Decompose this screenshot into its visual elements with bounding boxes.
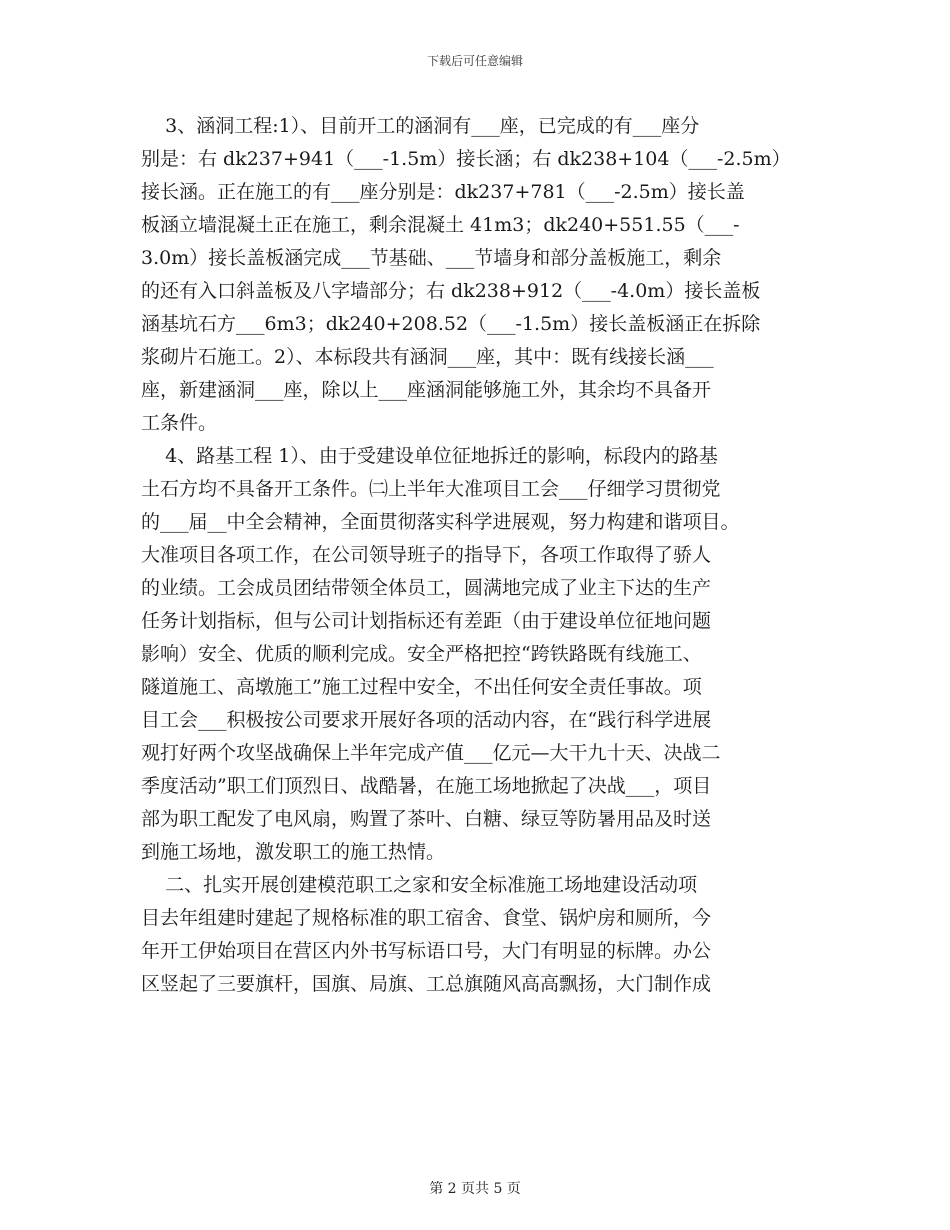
text-line: 隧道施工、高墩施工”施工过程中安全，不出任何安全责任事故。项 (141, 676, 702, 698)
text-line: 涵基坑石方___6m3；dk240+208.52（___-1.5m）接长盖板涵正在拆除 (141, 313, 761, 335)
text-line: 别是：右 dk237+941（___-1.5m）接长涵；右 dk238+104（___-2.5m） (141, 148, 791, 170)
page-header: 下载后可任意编辑 (426, 54, 523, 68)
text-line: 观打好两个攻坚战确保上半年完成产值___亿元—大干九十天、决战二 (141, 742, 721, 764)
text-line: 区竖起了三要旗杆，国旗、局旗、工总旗随风高高飘扬，大门制作成 (141, 973, 712, 995)
text-line: 土石方均不具备开工条件。㈡上半年大准项目工会___仔细学习贯彻党 (141, 478, 721, 500)
text-line: 座，新建涵洞___座，除以上___座涵洞能够施工外，其余均不具备开 (141, 379, 712, 401)
text-line: 的还有入口斜盖板及八字墙部分；右 dk238+912（___-4.0m）接长盖板 (141, 280, 761, 302)
text-line: 影响）安全、优质的顺利完成。安全严格把控“跨铁路既有线施工、 (141, 643, 702, 665)
text-line: 的___届__中全会精神，全面贯彻落实科学进展观，努力构建和谐项目。 (141, 511, 740, 533)
text-line: 3.0m）接长盖板涵完成___节基础、___节墙身和部分盖板施工，剩余 (141, 247, 722, 269)
text-line: 3、涵洞工程:1）、目前开工的涵洞有___座，已完成的有___座分 (141, 115, 700, 137)
page-footer: 第 2 页共 5 页 (429, 1181, 521, 1197)
document-body (141, 110, 803, 1001)
text-line: 板涵立墙混凝土正在施工，剩余混凝土 41m3；dk240+551.55（___- (141, 214, 740, 236)
text-line: 任务计划指标，但与公司计划指标还有差距（由于建设单位征地问题 (141, 610, 712, 632)
text-line: 年开工伊始项目在营区内外书写标语口号，大门有明显的标牌。办公 (141, 940, 712, 962)
text-line: 二、扎实开展创建模范职工之家和安全标准施工场地建设活动项 (141, 874, 698, 896)
text-line: 接长涵。正在施工的有___座分别是：dk237+781（___-2.5m）接长盖 (141, 181, 745, 203)
text-line: 浆砌片石施工。2）、本标段共有涵洞___座，其中：既有线接长涵___ (141, 346, 714, 368)
text-line: 部为职工配发了电风扇，购置了茶叶、白糖、绿豆等防暑用品及时送 (141, 808, 712, 830)
paragraph-subgrade-works (141, 440, 803, 869)
paragraph-culvert-works (141, 110, 803, 440)
text-line: 季度活动”职工们顶烈日、战酷暑，在施工场地掀起了决战___，项目 (141, 775, 712, 797)
text-line: 目工会___积极按公司要求开展好各项的活动内容，在“践行科学进展 (141, 709, 712, 731)
text-line: 的业绩。工会成员团结带领全体员工，圆满地完成了业主下达的生产 (141, 577, 712, 599)
text-line: 大准项目各项工作，在公司领导班子的指导下，各项工作取得了骄人 (141, 544, 712, 566)
text-line: 目去年组建时建起了规格标准的职工宿舍、食堂、锅炉房和厕所，今 (141, 907, 712, 929)
text-line: 4、路基工程 1）、由于受建设单位征地拆迁的影响，标段内的路基 (141, 445, 718, 467)
paragraph-model-workers-home (141, 869, 803, 1001)
text-line: 到施工场地，激发职工的施工热情。 (141, 841, 446, 863)
text-line: 工条件。 (141, 412, 218, 434)
